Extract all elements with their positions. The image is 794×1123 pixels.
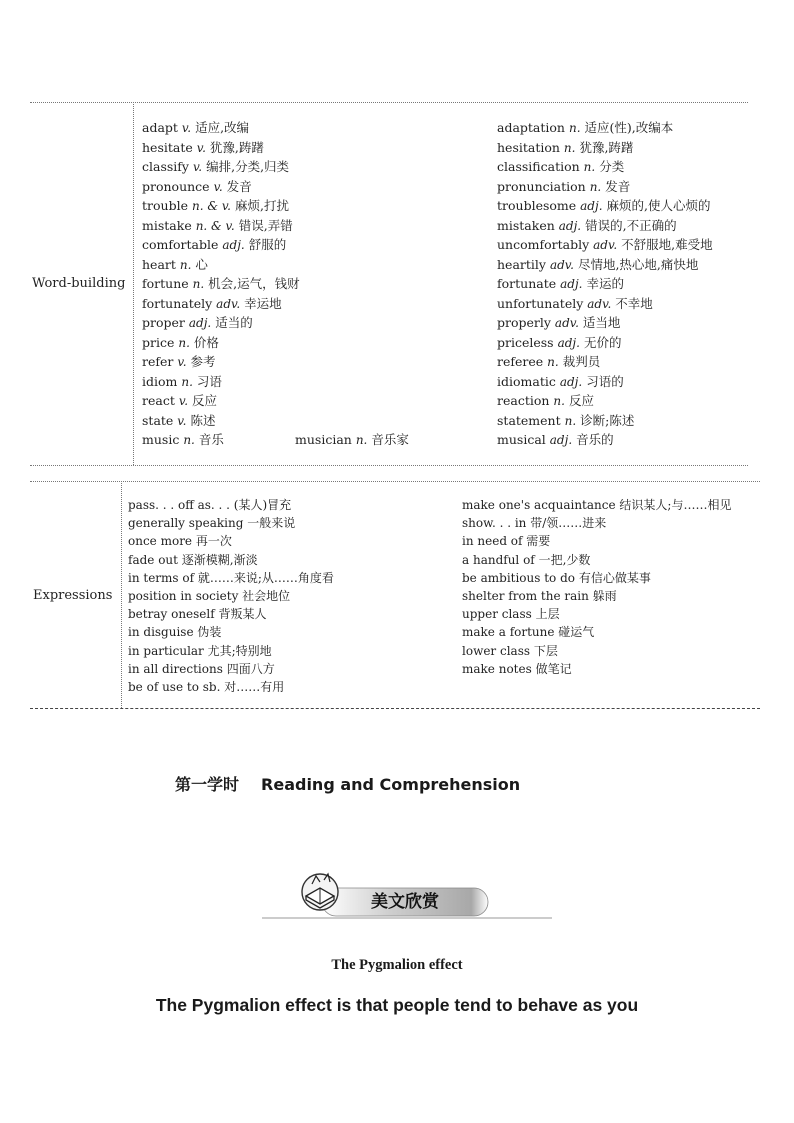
word: adaptation bbox=[497, 120, 565, 135]
part-of-speech: v. bbox=[181, 121, 192, 135]
meaning: 适应(性),改编本 bbox=[584, 120, 674, 135]
meaning: 无价的 bbox=[583, 334, 622, 350]
word-entry bbox=[497, 294, 653, 315]
word-entry bbox=[142, 118, 249, 139]
word: adapt bbox=[142, 120, 178, 135]
word-building-label: Word-building bbox=[32, 276, 126, 291]
expression-item: generally speaking 一般来说 bbox=[128, 516, 296, 531]
word-entry bbox=[142, 430, 224, 451]
meaning: 裁判员 bbox=[562, 354, 601, 369]
book-icon bbox=[302, 874, 338, 910]
part-of-speech: adv. bbox=[587, 296, 612, 311]
meaning: 适应,改编 bbox=[195, 120, 250, 135]
word: heartily bbox=[497, 256, 546, 272]
meaning: 价格 bbox=[193, 334, 219, 350]
part-of-speech: n. & v. bbox=[195, 218, 235, 233]
meaning: 尽情地,热心地,痛快地 bbox=[577, 256, 699, 272]
part-of-speech: adj. bbox=[559, 374, 583, 389]
meaning: 编排,分类,归类 bbox=[206, 159, 290, 174]
word: hesitate bbox=[142, 139, 193, 155]
word: statement bbox=[497, 412, 561, 428]
word: properly bbox=[497, 315, 551, 330]
word: price bbox=[142, 334, 175, 350]
word-entry bbox=[142, 157, 289, 178]
meaning: 陈述 bbox=[190, 412, 216, 428]
part-of-speech: v. bbox=[177, 413, 187, 428]
word: priceless bbox=[497, 334, 554, 350]
word: idiom bbox=[142, 373, 178, 389]
word: mistake bbox=[142, 217, 192, 233]
meaning: 舒服的 bbox=[248, 237, 287, 252]
part-of-speech: n. bbox=[179, 257, 192, 272]
word-entry bbox=[497, 157, 624, 178]
meaning: 不舒服地,难受地 bbox=[621, 237, 713, 252]
part-of-speech: n. bbox=[564, 413, 577, 428]
word-entry bbox=[497, 372, 624, 393]
word-entry bbox=[142, 411, 215, 432]
word-entry bbox=[497, 235, 713, 256]
expression-item: in particular 尤其;特别地 bbox=[128, 643, 272, 658]
section-title: Reading and Comprehension bbox=[261, 775, 521, 794]
expression-item: show. . . in 带/领……进来 bbox=[462, 516, 607, 531]
part-of-speech: adv. bbox=[549, 257, 574, 272]
word-entry bbox=[142, 352, 216, 373]
meaning: 反应 bbox=[192, 393, 218, 408]
word-entry bbox=[142, 196, 289, 217]
expression-item: make one's acquaintance 结识某人;与……相见 bbox=[462, 498, 732, 512]
article-banner bbox=[262, 866, 552, 926]
meaning: 适当地 bbox=[582, 315, 621, 330]
expression-item: a handful of 一把,少数 bbox=[462, 552, 591, 567]
word-entry bbox=[497, 274, 624, 295]
part-of-speech: adv. bbox=[593, 238, 618, 252]
expression-item: in terms of 就……来说;从……角度看 bbox=[128, 570, 334, 585]
word: music bbox=[142, 432, 180, 447]
expression-item: make a fortune 碰运气 bbox=[462, 625, 595, 640]
word-entry bbox=[497, 196, 711, 217]
word: fortunate bbox=[497, 276, 557, 291]
word-entry bbox=[497, 411, 634, 432]
part-of-speech: adj. bbox=[222, 238, 245, 252]
word-entry bbox=[142, 372, 222, 393]
meaning: 犹豫,踌躇 bbox=[209, 139, 264, 155]
meaning: 幸运地 bbox=[244, 295, 282, 311]
word: react bbox=[142, 393, 175, 408]
word-entry bbox=[497, 391, 594, 412]
meaning: 麻烦的,使人心烦的 bbox=[606, 198, 711, 213]
part-of-speech: n. bbox=[589, 179, 602, 194]
word-entry bbox=[142, 138, 264, 159]
section-heading bbox=[175, 772, 520, 795]
word: classification bbox=[497, 159, 580, 174]
banner-text: 美文欣赏 bbox=[371, 892, 439, 912]
word: hesitation bbox=[497, 139, 560, 155]
word: unfortunately bbox=[497, 295, 584, 311]
meaning: 幸运的 bbox=[586, 276, 624, 291]
meaning: 心 bbox=[195, 256, 208, 272]
part-of-speech: adj. bbox=[580, 199, 603, 213]
part-of-speech: n. bbox=[183, 433, 195, 447]
word-entry-musician bbox=[295, 430, 409, 451]
word: musician bbox=[295, 432, 352, 447]
meaning: 音乐的 bbox=[576, 432, 614, 447]
article-first-line: The Pygmalion effect is that people tend to behave as you bbox=[155, 995, 639, 1015]
word-entry bbox=[497, 333, 621, 354]
word: uncomfortably bbox=[497, 237, 590, 252]
expression-item: in all directions 四面八方 bbox=[128, 661, 275, 676]
part-of-speech: n. bbox=[568, 121, 581, 135]
word: troublesome bbox=[497, 198, 577, 213]
part-of-speech: n. bbox=[547, 355, 559, 369]
meaning: 发音 bbox=[605, 178, 631, 194]
meaning: 参考 bbox=[190, 354, 216, 369]
word: heart bbox=[142, 256, 176, 272]
meaning: 习语的 bbox=[586, 373, 624, 389]
expression-item: once more 再一次 bbox=[128, 534, 232, 549]
meaning: 适当的 bbox=[215, 315, 253, 330]
word: trouble bbox=[142, 198, 188, 213]
part-of-speech: n. & v. bbox=[191, 199, 231, 213]
word: musical bbox=[497, 432, 546, 447]
word: comfortable bbox=[142, 237, 219, 252]
word-entry bbox=[142, 313, 253, 334]
table-bottom-border bbox=[30, 708, 760, 709]
part-of-speech: v. bbox=[178, 394, 189, 408]
expression-item: in disguise 伪装 bbox=[128, 625, 222, 640]
expressions-divider bbox=[121, 483, 122, 708]
expression-item: fade out 逐渐模糊,渐淡 bbox=[128, 552, 258, 567]
part-of-speech: n. bbox=[355, 433, 368, 447]
table-top-border bbox=[30, 102, 748, 103]
part-of-speech: adj. bbox=[557, 335, 580, 350]
word: fortunately bbox=[142, 295, 213, 311]
word-entry bbox=[497, 313, 620, 334]
part-of-speech: n. bbox=[181, 374, 193, 389]
expression-item: be ambitious to do 有信心做某事 bbox=[462, 570, 651, 585]
meaning: 习语 bbox=[196, 373, 222, 389]
word: refer bbox=[142, 354, 174, 369]
part-of-speech: n. bbox=[583, 160, 596, 174]
part-of-speech: adj. bbox=[558, 218, 582, 233]
expression-item: position in society 社会地位 bbox=[128, 589, 291, 603]
word-entry bbox=[142, 391, 217, 412]
word: referee bbox=[497, 354, 544, 369]
part-of-speech: n. bbox=[192, 277, 205, 291]
part-of-speech: n. bbox=[553, 394, 565, 408]
meaning: 音乐家 bbox=[371, 432, 409, 447]
part-of-speech: n. bbox=[178, 335, 190, 350]
meaning: 反应 bbox=[568, 393, 594, 408]
section-number: 第一学时 bbox=[175, 775, 240, 794]
word-entry bbox=[497, 177, 630, 198]
word: state bbox=[142, 412, 174, 428]
part-of-speech: adj. bbox=[188, 316, 212, 330]
meaning: 发音 bbox=[226, 178, 252, 194]
expressions-label: Expressions bbox=[33, 588, 113, 603]
word-entry bbox=[142, 216, 293, 237]
part-of-speech: adv. bbox=[216, 296, 241, 311]
meaning: 犹豫,踌躇 bbox=[579, 139, 634, 155]
part-of-speech: v. bbox=[196, 140, 206, 155]
expression-item: lower class 下层 bbox=[462, 643, 558, 658]
word: pronounce bbox=[142, 178, 210, 194]
word: classify bbox=[142, 159, 189, 174]
word-entry bbox=[142, 235, 286, 256]
word-entry bbox=[497, 138, 633, 159]
part-of-speech: adj. bbox=[560, 277, 583, 291]
meaning: 音乐 bbox=[198, 432, 224, 447]
expression-item: in need of 需要 bbox=[462, 534, 551, 549]
word: proper bbox=[142, 315, 185, 330]
word-entry bbox=[142, 255, 208, 276]
expression-item: make notes 做笔记 bbox=[462, 661, 572, 676]
word-entry bbox=[497, 118, 673, 139]
part-of-speech: adj. bbox=[549, 433, 573, 447]
part-of-speech: v. bbox=[213, 179, 223, 194]
meaning: 错误的,不正确的 bbox=[585, 217, 677, 233]
word-building-divider bbox=[133, 104, 134, 465]
part-of-speech: v. bbox=[177, 355, 187, 369]
word-entry bbox=[497, 216, 677, 237]
meaning: 机会,运气，钱财 bbox=[208, 276, 300, 291]
part-of-speech: adv. bbox=[554, 316, 579, 330]
expression-item: betray oneself 背叛某人 bbox=[128, 607, 267, 622]
expression-item: pass. . . off as. . . (某人)冒充 bbox=[128, 498, 292, 512]
part-of-speech: n. bbox=[563, 140, 576, 155]
word: idiomatic bbox=[497, 373, 556, 389]
table-mid-border-2 bbox=[30, 481, 760, 482]
word-entry bbox=[497, 255, 698, 276]
word-entry bbox=[142, 294, 282, 315]
meaning: 麻烦,打扰 bbox=[234, 198, 289, 213]
meaning: 分类 bbox=[599, 159, 625, 174]
table-mid-border-1 bbox=[30, 465, 748, 466]
banner-graphic bbox=[262, 866, 552, 926]
expression-item: shelter from the rain 躲雨 bbox=[462, 589, 617, 603]
word-entry bbox=[142, 274, 300, 295]
part-of-speech: v. bbox=[192, 160, 203, 174]
word-entry bbox=[497, 352, 600, 373]
expression-item: upper class 上层 bbox=[462, 607, 560, 622]
word: mistaken bbox=[497, 217, 555, 233]
meaning: 错误,弄错 bbox=[238, 217, 293, 233]
article-title: The Pygmalion effect bbox=[331, 957, 463, 973]
word-entry bbox=[142, 177, 252, 198]
meaning: 不幸地 bbox=[615, 295, 653, 311]
word: reaction bbox=[497, 393, 550, 408]
word-entry bbox=[497, 430, 614, 451]
word: fortune bbox=[142, 276, 189, 291]
word: pronunciation bbox=[497, 178, 586, 194]
expression-item: be of use to sb. 对……有用 bbox=[128, 680, 285, 694]
word-entry bbox=[142, 333, 219, 354]
meaning: 诊断;陈述 bbox=[580, 412, 635, 428]
